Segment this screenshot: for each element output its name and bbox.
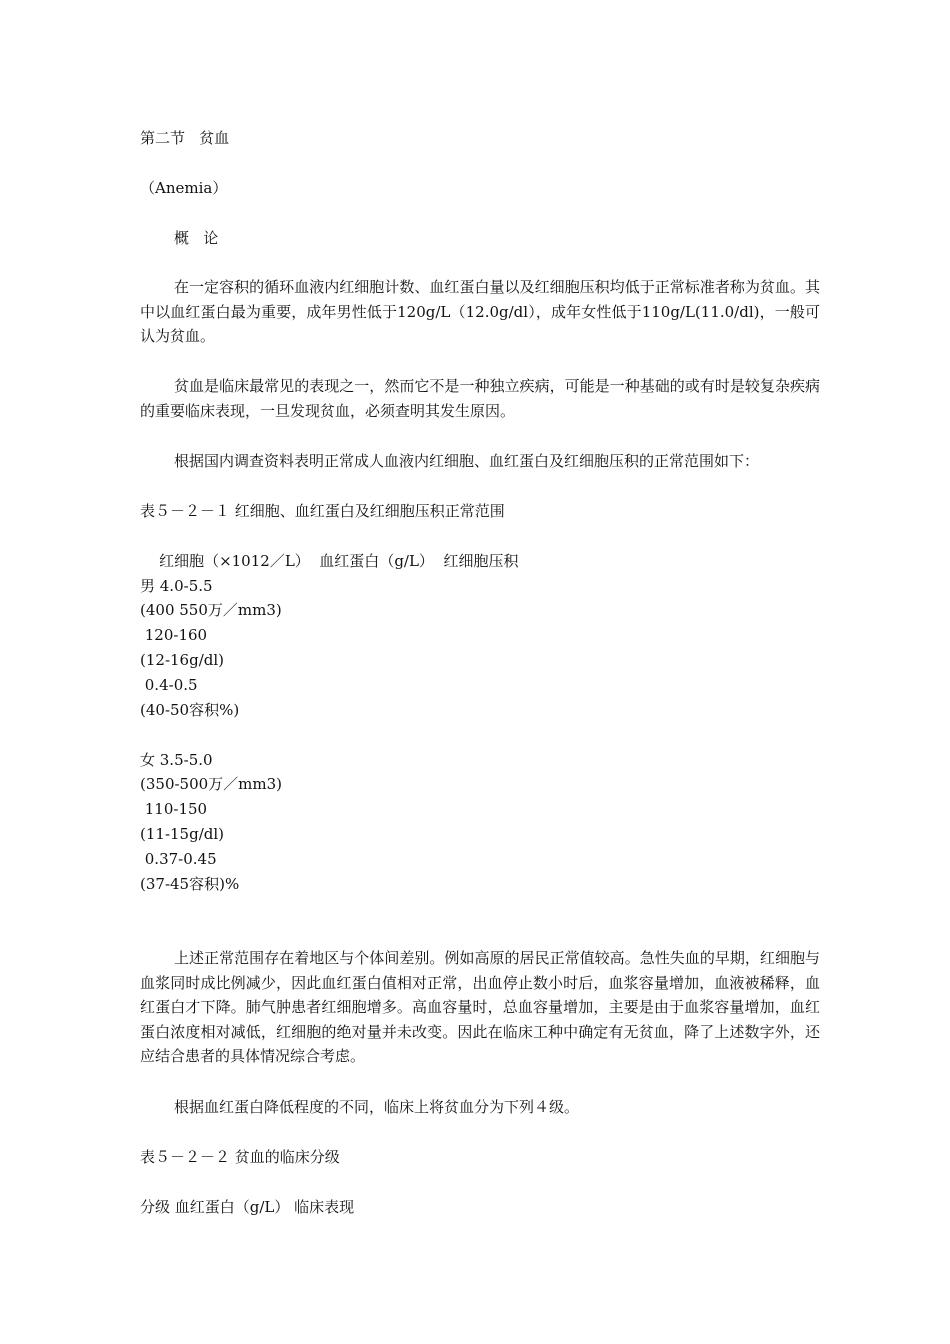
- table1-header: 红细胞（×1012／L） 血红蛋白（g/L） 红细胞压积: [140, 552, 519, 570]
- table1-row: (37-45容积)%: [140, 875, 240, 893]
- table1-row: (400 550万／mm3): [140, 601, 282, 619]
- table2-caption: 表５－２－２ 贫血的临床分级: [140, 1148, 340, 1166]
- table1-row: (40-50容积%): [140, 701, 240, 719]
- table1-row: 男 4.0-5.5: [140, 577, 213, 595]
- table1-row: 110-150: [140, 800, 208, 818]
- overview-heading: 概 论: [174, 229, 219, 247]
- table1-row: (350-500万／mm3): [140, 775, 283, 793]
- table1-row: (12-16g/dl): [140, 651, 225, 669]
- paragraph-variation: 上述正常范围存在着地区与个体间差别。例如高原的居民正常值较高。急性失血的早期，红细胞与血浆同时成比例减少，因此血红蛋白值相对正常，出血停止数小时后，血浆容量增加，血液被稀释，血红蛋白才下降。肺气肿患者红细胞增多。高血容量时，总血容量增加，主要是由于血浆容量增加，血红蛋白浓度相对减低，红细胞的绝对量并未改变。因此在临床工种中确定有无贫血，降了上述数字外，还应结合患者的具体情况综合考虑。: [140, 949, 820, 1065]
- subtitle: （Anemia）: [140, 179, 228, 197]
- table1-row: 女 3.5-5.0: [140, 751, 213, 769]
- table1-row: 0.37-0.45: [140, 850, 217, 868]
- table1-row: 0.4-0.5: [140, 676, 198, 694]
- section-title: 第二节 贫血: [140, 129, 230, 147]
- table1-row: 120-160: [140, 626, 208, 644]
- table1-row: (11-15g/dl): [140, 825, 225, 843]
- paragraph-significance: 贫血是临床最常见的表现之一，然而它不是一种独立疾病，可能是一种基础的或有时是较复杂疾病的重要临床表现，一旦发现贫血，必须查明其发生原因。: [140, 377, 820, 420]
- table2-header: 分级 血红蛋白（g/L） 临床表现: [140, 1198, 355, 1216]
- table1-caption: 表５－２－１ 红细胞、血红蛋白及红细胞压积正常范围: [140, 502, 505, 520]
- paragraph-grading-intro: 根据血红蛋白降低程度的不同，临床上将贫血分为下列４级。: [174, 1098, 580, 1116]
- paragraph-definition: 在一定容积的循环血液内红细胞计数、血红蛋白量以及红细胞压积均低于正常标准者称为贫血。其中以血红蛋白最为重要，成年男性低于120g/L（12.0g/dl），成年女性低于110g/L(11.0/dl)，一般可认为贫血。: [140, 278, 820, 345]
- paragraph-normal-range-intro: 根据国内调查资料表明正常成人血液内红细胞、血红蛋白及红细胞压积的正常范围如下：: [174, 452, 760, 470]
